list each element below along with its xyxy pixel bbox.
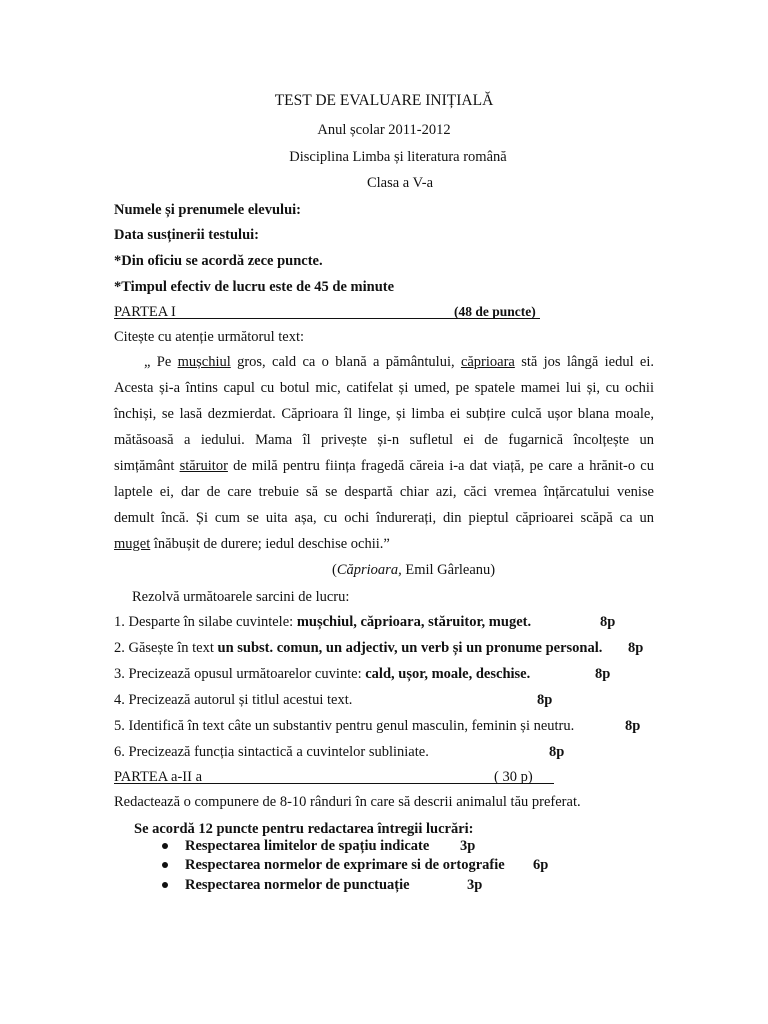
bullet-icon (162, 882, 168, 888)
passage-line-3: închiși, se lasă dezmierdat. Căprioara îl linge, și limba ei subțire culcă ușor blana moale, (114, 406, 654, 422)
part2-points: ( 30 p) (494, 769, 533, 785)
tasks-intro: Rezolvă următoarele sarcini de lucru: (132, 589, 350, 605)
underlined-word: muget (114, 536, 151, 552)
part2-underline (114, 783, 554, 784)
passage-line-1: „ Pe mușchiul gros, cald ca o blană a pământului, căprioara stă jos lângă iedul ei. (144, 354, 655, 370)
criterion-3: Respectarea normelor de punctuație (185, 877, 410, 893)
passage-line-7: demult încă. Și cum se uita așa, cu ochi îndurerați, din pieptul căprioarei scăpă ca un (114, 510, 654, 526)
page-title: TEST DE EVALUARE INIȚIALĂ (274, 92, 494, 109)
task-5-points: 8p (625, 718, 641, 734)
note-official-points: *Din oficiu se acordă zece puncte. (114, 253, 323, 269)
part1-heading: PARTEA I (114, 304, 176, 320)
criterion-3-points: 3p (467, 877, 483, 893)
part2-instruction: Redactează o compunere de 8-10 rânduri în care să descrii animalul tău preferat. (114, 794, 581, 810)
test-date-field: Data susținerii testului: (114, 227, 259, 243)
criterion-2: Respectarea normelor de exprimare si de ortografie (185, 857, 505, 873)
passage-line-2: Acesta și-a întins capul cu botul mic, catifelat și umed, pe spatele mamei lui și, cu ochii (114, 380, 654, 396)
underlined-word: stăruitor (179, 458, 228, 474)
school-year: Anul școlar 2011-2012 (317, 122, 451, 138)
part1-instruction: Citește cu atenție următorul text: (114, 329, 305, 345)
passage-line-5: simțământ stăruitor de milă pentru ființa fragedă căreia i-a dat viață, pe care a hrănit-o cu (114, 458, 654, 474)
underlined-word: căprioara (460, 354, 515, 370)
criterion-1: Respectarea limitelor de spațiu indicate (185, 838, 430, 854)
task-6: 6. Precizează funcția sintactică a cuvintelor subliniate. (114, 744, 429, 760)
task-2-points: 8p (628, 640, 644, 656)
passage-line-4: mătăsoasă a iedului. Mama îl privește și-n sufletul ei de fugarnică încolțește un (114, 432, 654, 448)
bullet-icon (162, 862, 168, 868)
task-5: 5. Identifică în text câte un substantiv pentru genul masculin, feminin și neutru. (114, 718, 575, 734)
task-3: 3. Precizează opusul următoarelor cuvinte: cald, ușor, moale, deschise. (114, 666, 531, 682)
passage-line-8: muget înăbușit de durere; iedul deschise ochii.” (114, 536, 390, 552)
task-4: 4. Precizează autorul și titlul acestui text. (114, 692, 353, 708)
part1-points: (48 de puncte) (454, 304, 536, 319)
part2-heading: PARTEA a-II a (114, 769, 202, 785)
task-4-points: 8p (537, 692, 553, 708)
bullet-icon (162, 843, 168, 849)
task-3-points: 8p (595, 666, 611, 682)
task-1: 1. Desparte în silabe cuvintele: mușchiul, căprioara, stăruitor, muget. (114, 614, 532, 630)
part1-underline (114, 318, 540, 319)
criterion-2-points: 6p (533, 857, 549, 873)
student-name-field: Numele și prenumele elevului: (114, 202, 302, 218)
note-time-limit: *Timpul efectiv de lucru este de 45 de minute (114, 279, 395, 295)
passage-source: (Căprioara, Emil Gârleanu) (332, 562, 496, 578)
class-level: Clasa a V-a (366, 175, 434, 191)
criterion-1-points: 3p (460, 838, 476, 854)
task-6-points: 8p (549, 744, 565, 760)
grading-intro: Se acordă 12 puncte pentru redactarea întregii lucrări: (134, 821, 474, 837)
task-2: 2. Găsește în text un subst. comun, un adjectiv, un verb și un pronume personal. (114, 640, 603, 656)
passage-line-6: laptele ei, dar de care trebuie să se despartă chiar azi, căci vremea înțărcatului venise (114, 484, 654, 500)
task-1-points: 8p (600, 614, 616, 630)
discipline: Disciplina Limba și literatura română (289, 149, 507, 165)
underlined-word: mușchiul (177, 354, 231, 370)
